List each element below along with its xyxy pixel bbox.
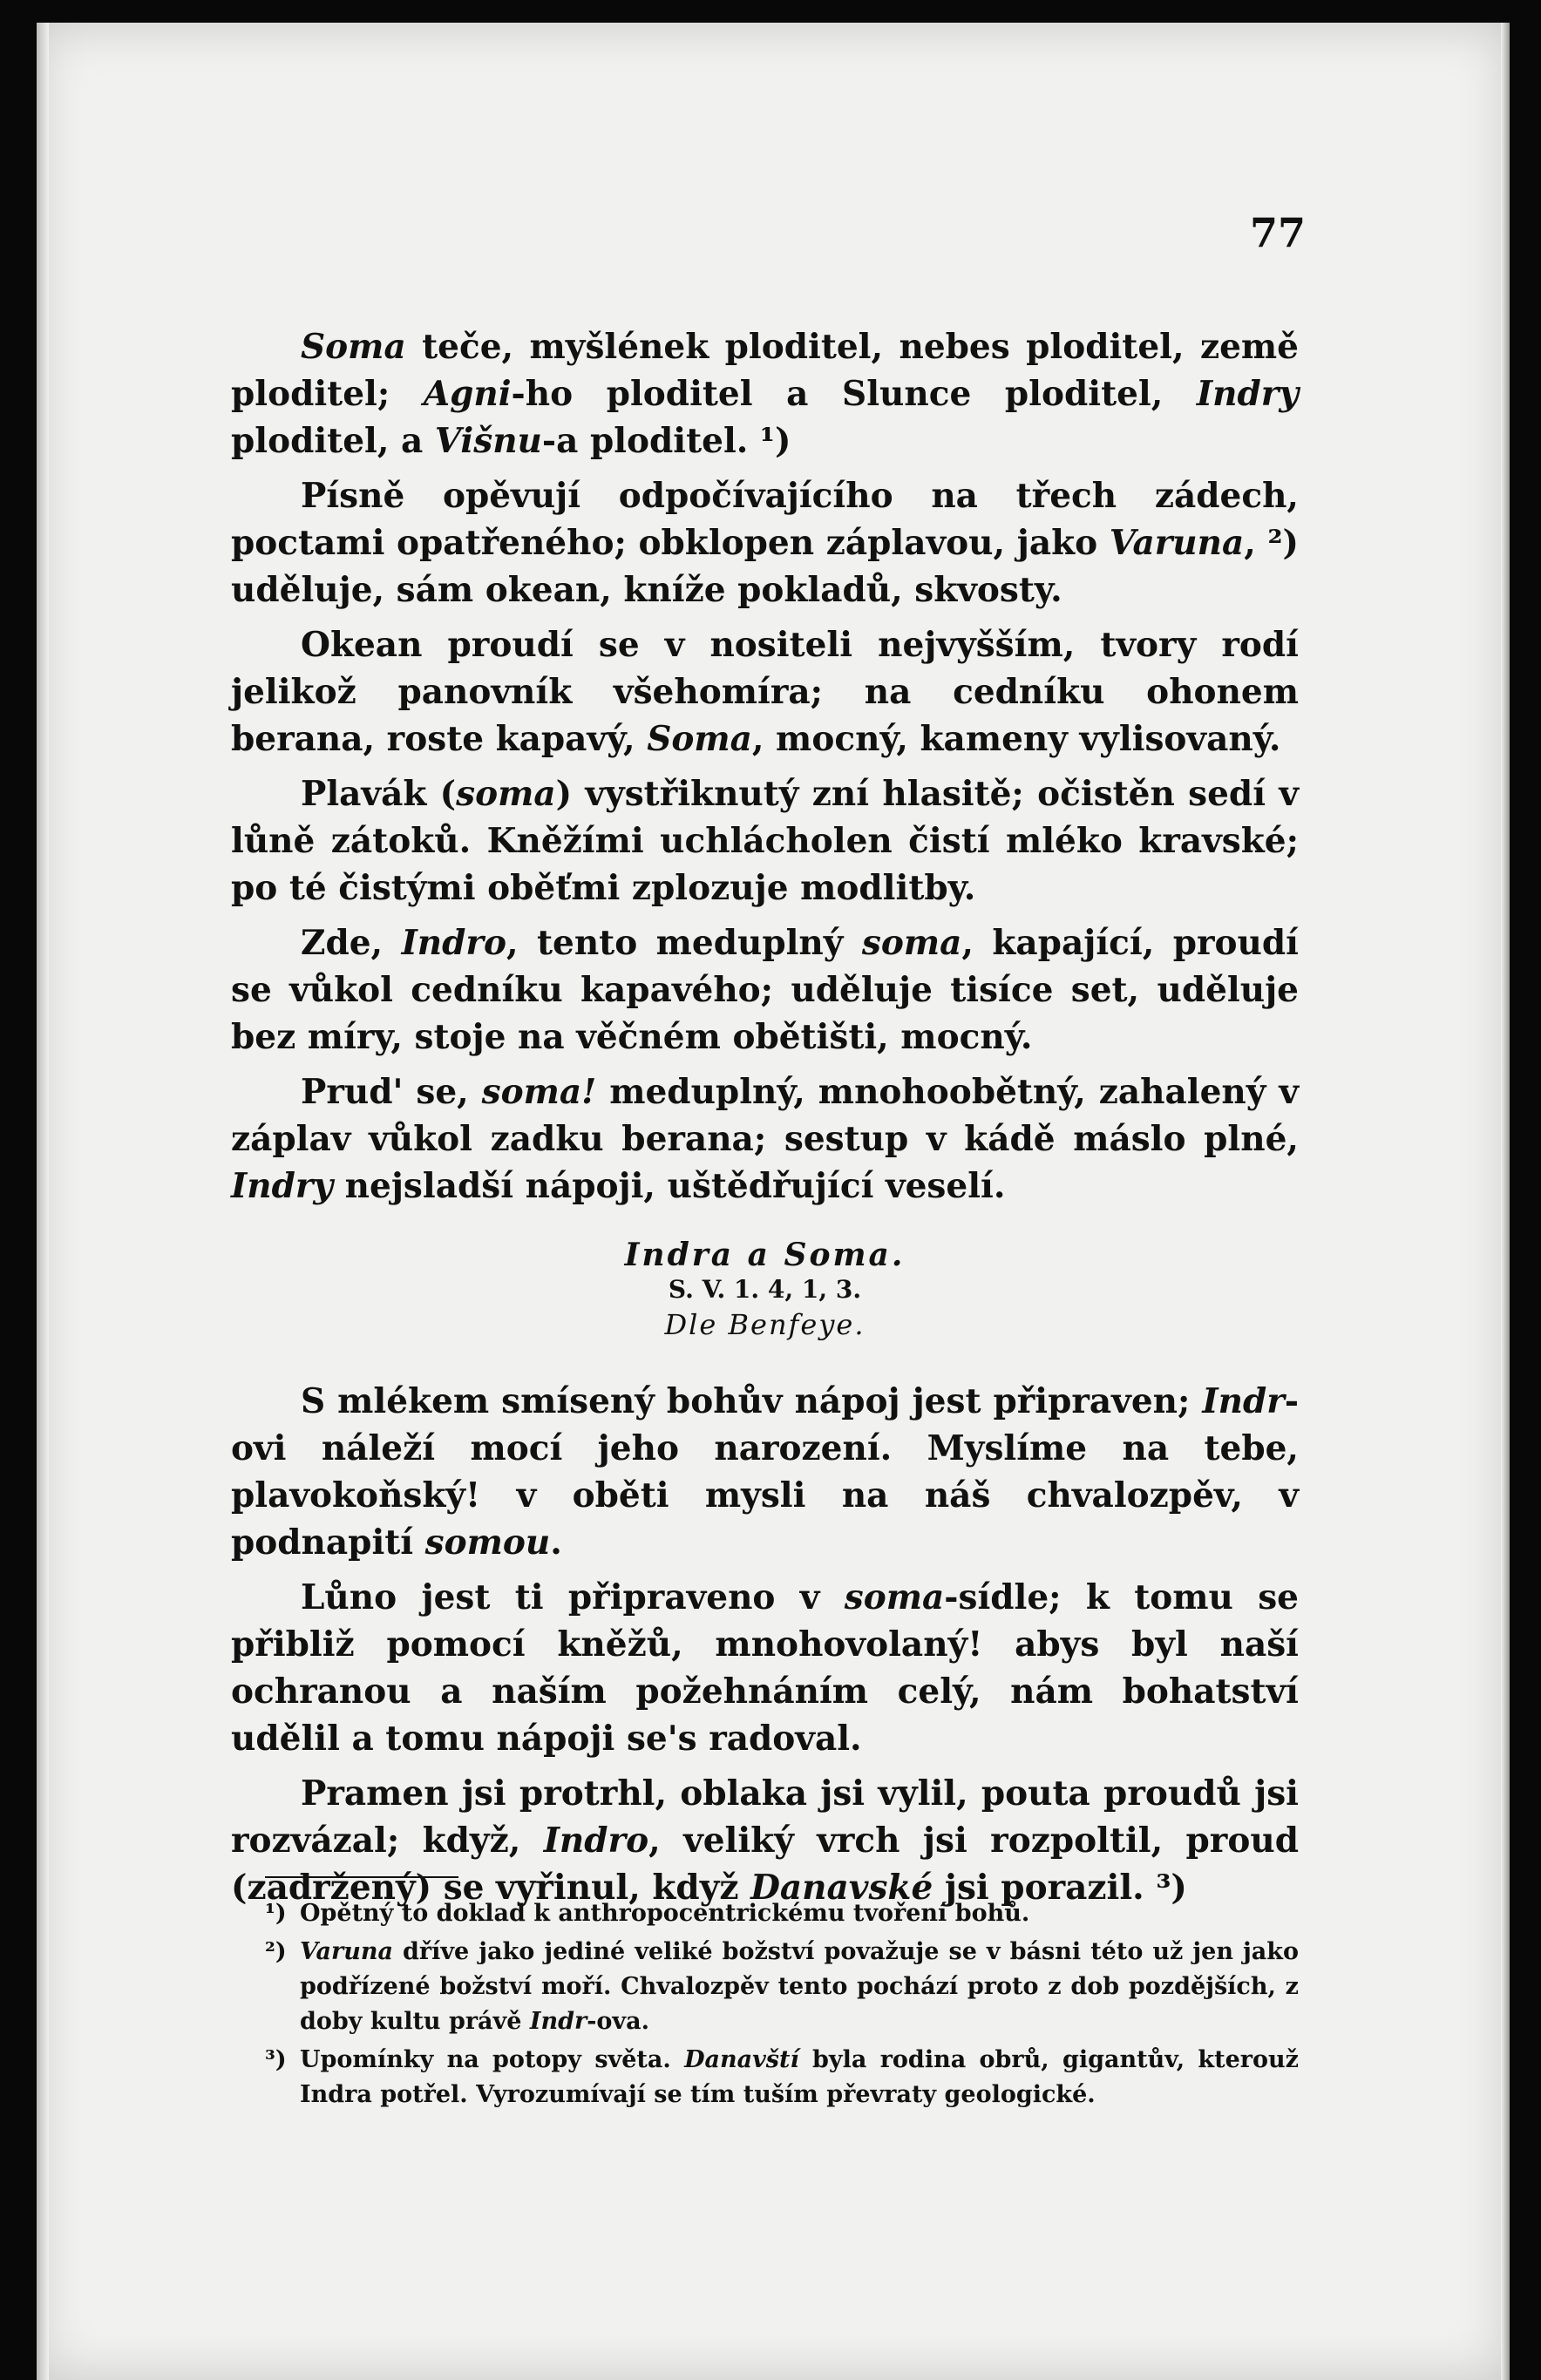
footnote-marker: ²) bbox=[265, 1938, 287, 1965]
text-run: ) vystřiknutý zní hlasitě; očistěn sedí v lůně zátoků. Kněžími uchlácholen čistí mléko kravské; po té čistými oběťmi zplozuje modlitby. bbox=[231, 774, 1299, 908]
text-run: Písně opěvují odpočívajícího na třech zádech, poctami opatřeného; obklopen záplavou, jako bbox=[231, 476, 1299, 563]
paragraph bbox=[231, 472, 1299, 614]
name-indro: Indro bbox=[401, 923, 506, 963]
name-danavsti: Danavští bbox=[684, 2046, 799, 2073]
footnote bbox=[265, 2043, 1299, 2112]
page-left-edge bbox=[37, 23, 49, 2380]
paragraph bbox=[231, 1378, 1299, 1566]
text-run: Plavák ( bbox=[301, 774, 457, 814]
text-run: meduplný, mnohoobětný, zahalený v záplav vůkol zadku berana; sestup v kádě máslo plné, bbox=[231, 1072, 1299, 1159]
footnote-marker: ¹) bbox=[265, 1900, 287, 1927]
section-reference: S. V. 1. 4, 1, 3. bbox=[668, 1275, 862, 1304]
footnote-marker: ³) bbox=[265, 2046, 287, 2073]
text-run: Zde, bbox=[301, 923, 402, 963]
text-run: Pramen jsi protrhl, oblaka jsi vylil, pouta proudů jsi rozvázal; když, bbox=[231, 1773, 1299, 1861]
page-number: 77 bbox=[1249, 209, 1306, 256]
footnotes bbox=[265, 1896, 1299, 2116]
text-run: . bbox=[550, 1522, 562, 1563]
name-danavske: Danavské bbox=[750, 1868, 933, 1908]
paragraph bbox=[231, 621, 1299, 763]
text-run: -ho ploditel a Slunce ploditel, bbox=[511, 374, 1197, 414]
text-run: byla rodina obrů, gigantův, kterouž Indra potřel. Vyrozumívají se tím tuším převraty geologické. bbox=[300, 2046, 1299, 2108]
name-soma: Soma bbox=[647, 719, 752, 759]
text-run: ploditel, a bbox=[231, 421, 435, 461]
paragraph bbox=[231, 1068, 1299, 1210]
text-run: -ova. bbox=[587, 2008, 650, 2035]
name-somou: somou bbox=[424, 1522, 551, 1563]
text-run: -sídle; k tomu se přibliž pomocí kněžů, mnohovolaný! abys byl naší ochranou a naším požehnáním celý, nám bohatství udělil a tomu nápoji se's radoval. bbox=[231, 1577, 1299, 1759]
page-right-edge bbox=[1501, 23, 1510, 2380]
text-run: Upomínky na potopy světa. bbox=[300, 2046, 685, 2073]
paragraph bbox=[231, 919, 1299, 1061]
text-run: Opětný to doklad k anthropocentrickému tvoření bohů. bbox=[300, 1900, 1030, 1927]
text-run: , veliký vrch jsi rozpoltil, proud (zadržený) se vyřinul, když bbox=[231, 1821, 1299, 1908]
text-run: , mocný, kameny vylisovaný. bbox=[751, 719, 1281, 759]
text-run: Lůno jest ti připraveno v bbox=[301, 1577, 845, 1617]
section-source: Dle Benfeye. bbox=[664, 1308, 866, 1341]
name-soma: soma bbox=[861, 923, 962, 963]
text-run: , tento meduplný bbox=[506, 923, 862, 963]
name-soma: soma bbox=[456, 774, 556, 814]
section-heading bbox=[231, 1236, 1299, 1344]
text-run: S mlékem smísený bohův nápoj jest připraven; bbox=[301, 1381, 1203, 1421]
name-indro: Indro bbox=[543, 1821, 649, 1861]
text-run: nejsladší nápoji, uštědřující veselí. bbox=[333, 1166, 1006, 1206]
footnote-divider bbox=[265, 1876, 458, 1878]
text-run: , kapající, proudí se vůkol cedníku kapavého; uděluje tisíce set, uděluje bez míry, stoje na věčném obětišti, mocný. bbox=[231, 923, 1299, 1057]
name-soma: soma! bbox=[481, 1072, 597, 1112]
paragraph bbox=[231, 770, 1299, 912]
name-varuna: Varuna bbox=[300, 1938, 393, 1965]
name-indry: Indry bbox=[231, 1166, 334, 1206]
name-indry: Indry bbox=[1196, 374, 1299, 414]
name-indr: Indr bbox=[529, 2008, 587, 2035]
text-run: teče, myšlének ploditel, nebes ploditel, země ploditel; bbox=[231, 327, 1299, 414]
name-soma: Soma bbox=[301, 327, 406, 367]
section-title: Indra a Soma. bbox=[624, 1237, 906, 1273]
main-text bbox=[231, 323, 1299, 1217]
footnote bbox=[265, 1935, 1299, 2039]
paragraph bbox=[231, 1574, 1299, 1762]
text-run: dříve jako jediné veliké božství považuje se v básni této už jen jako podřízené božství moří. Chvalozpěv tento pochází proto z dob pozdějších, z doby kultu právě bbox=[300, 1938, 1299, 2035]
paragraph bbox=[231, 1770, 1299, 1911]
text-run: -a ploditel. ¹) bbox=[541, 421, 791, 461]
text-run: Prud' se, bbox=[301, 1072, 482, 1112]
name-visnu: Višnu bbox=[434, 421, 542, 461]
verse-text bbox=[231, 1378, 1299, 1919]
book-page bbox=[37, 23, 1510, 2380]
name-indr: Indr bbox=[1202, 1381, 1285, 1421]
text-run: -ovi náleží mocí jeho narození. Myslíme na tebe, plavokoňský! v oběti mysli na náš chvalozpěv, v podnapití bbox=[231, 1381, 1299, 1563]
text-run: , ²) uděluje, sám okean, kníže pokladů, skvosty. bbox=[231, 523, 1299, 610]
name-agni: Agni bbox=[423, 374, 512, 414]
text-run: jsi porazil. ³) bbox=[933, 1868, 1187, 1908]
paragraph bbox=[231, 323, 1299, 464]
text-run: Okean proudí se v nositeli nejvyšším, tvory rodí jelikož panovník všehomíra; na cedníku ohonem berana, roste kapavý, bbox=[231, 625, 1299, 759]
footnote bbox=[265, 1896, 1299, 1931]
name-varuna: Varuna bbox=[1109, 523, 1245, 563]
name-soma: soma bbox=[844, 1577, 945, 1617]
